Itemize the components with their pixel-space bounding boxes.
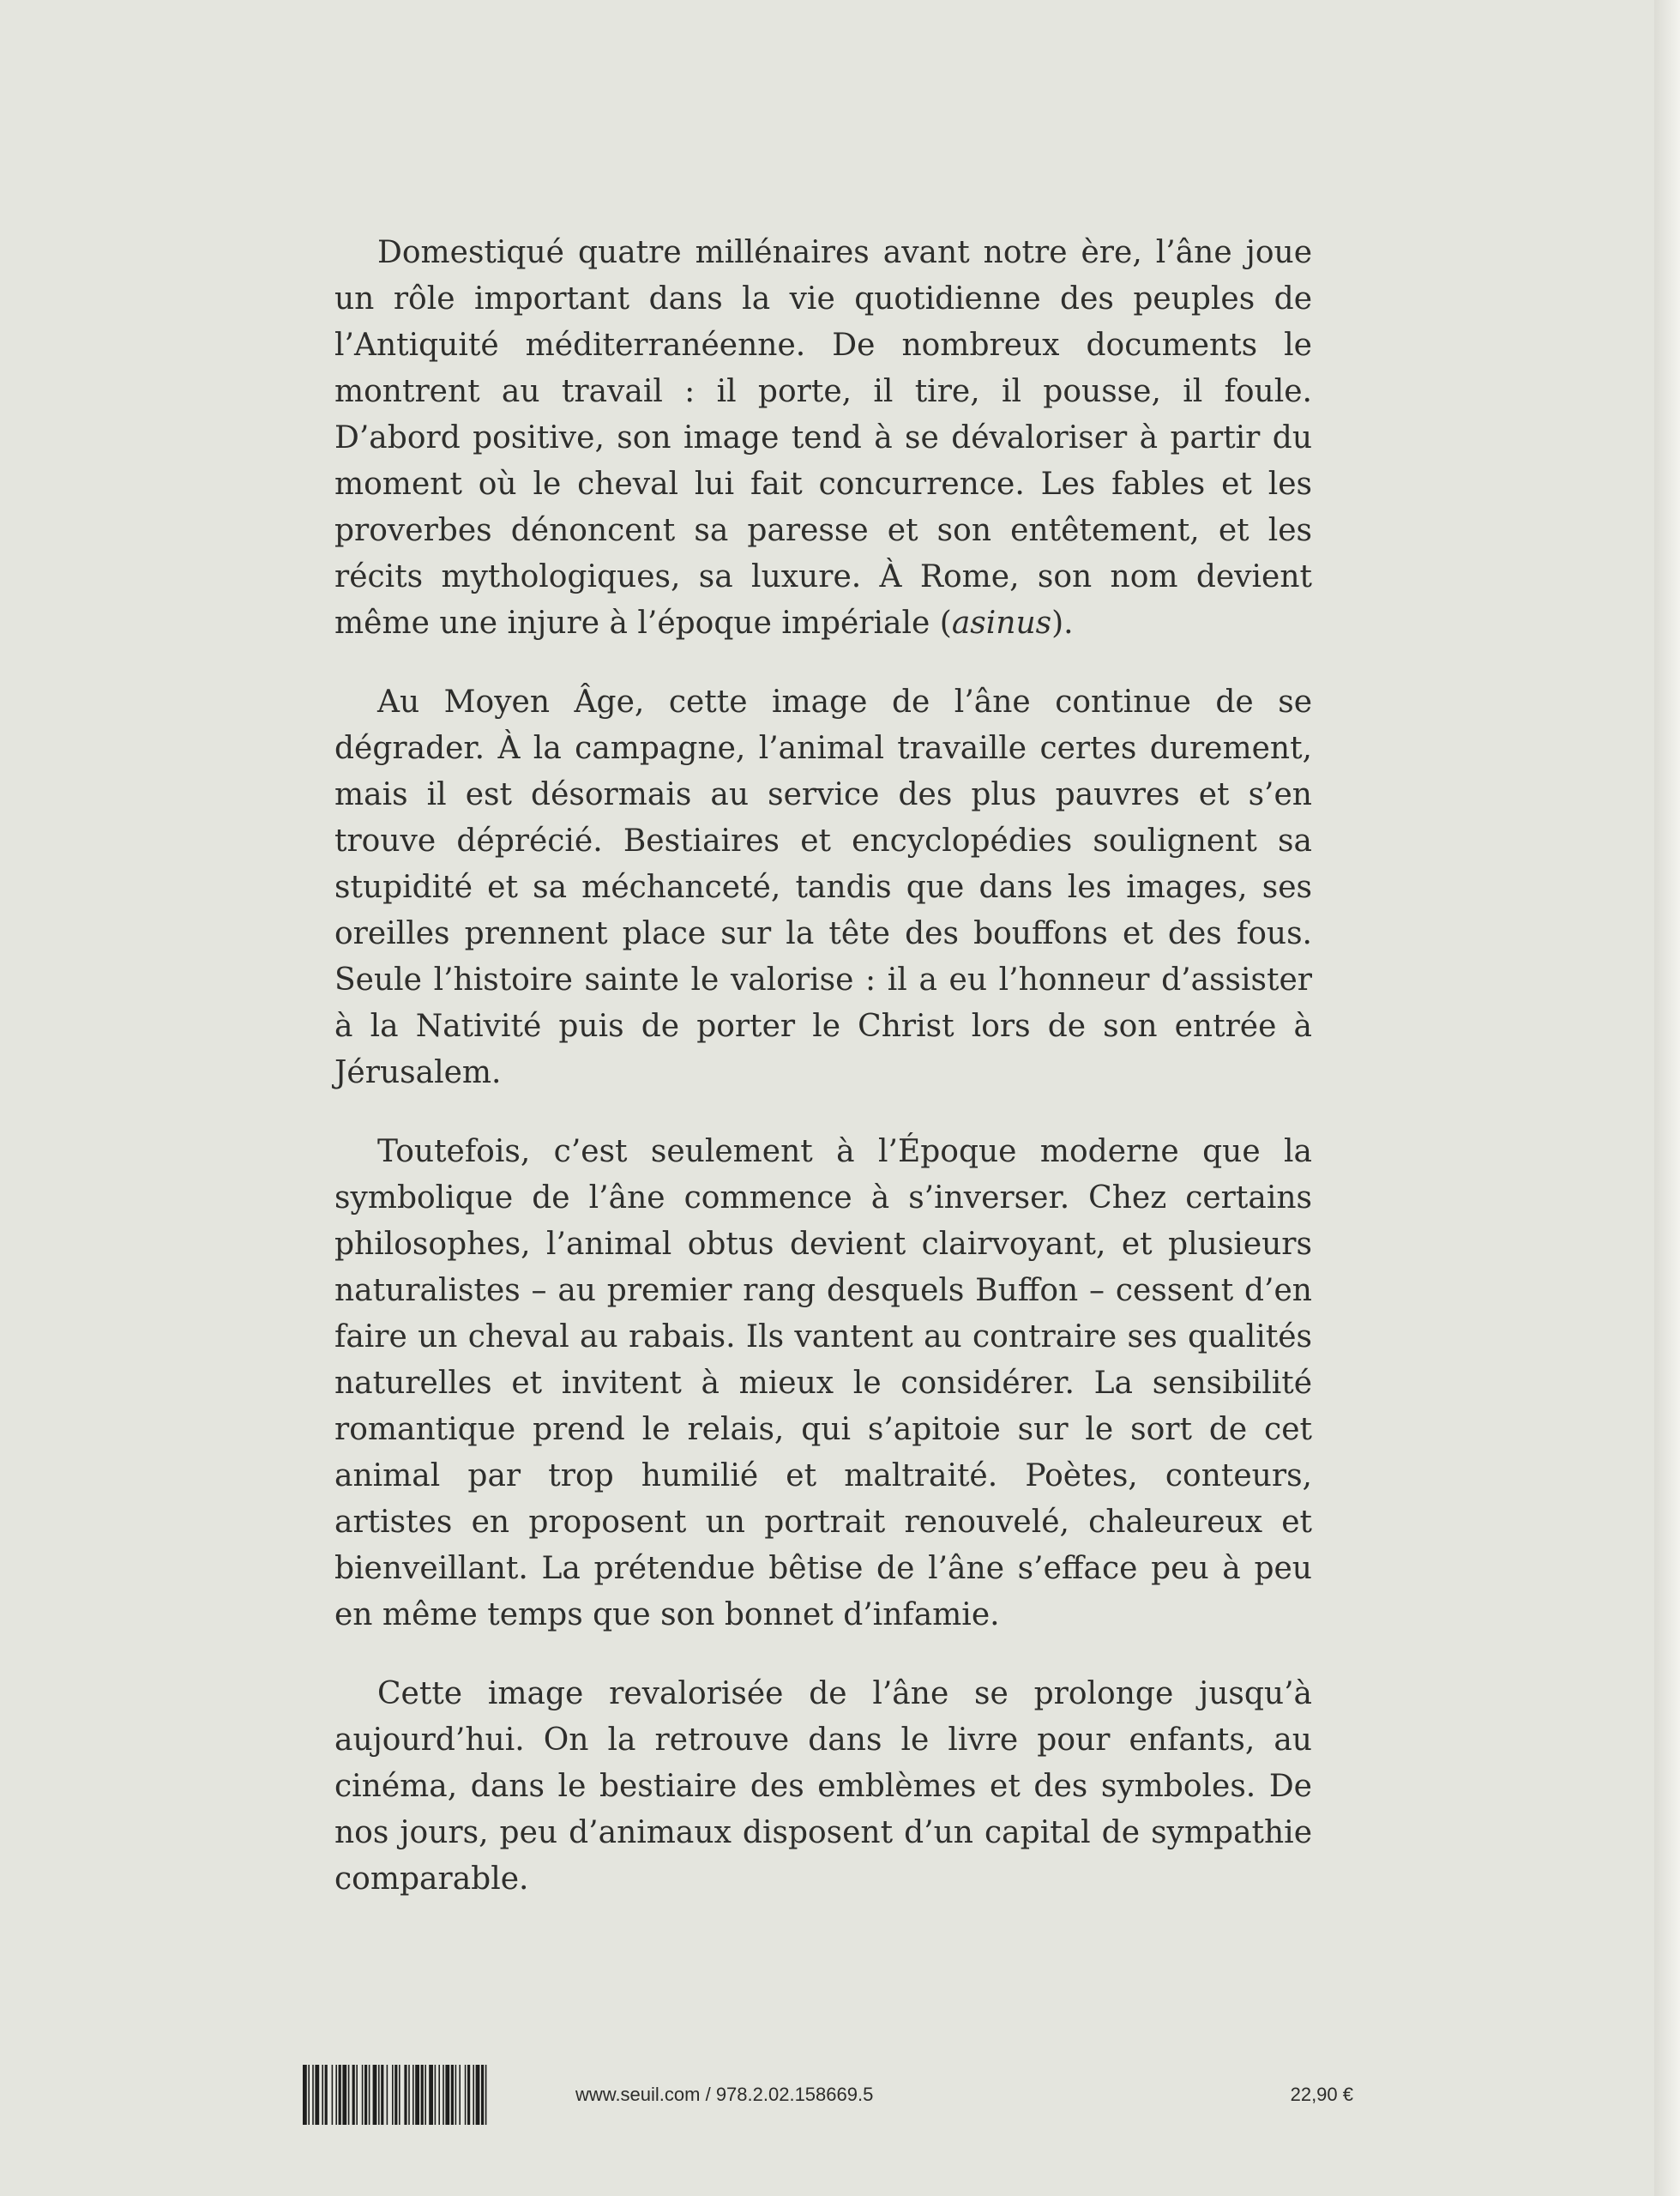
paragraph-1-text: Domestiqué quatre millénaires avant notre ère, l’âne joue un rôle important dans la vie quotidienne des peuples de l’Antiquité méditerranéenne. De nombreux documents le montrent au travail : il porte, il tire, il pousse, il foule. D’abord positive, son image tend à se dévaloriser à partir du moment où le cheval lui fait concurrence. Les fables et les proverbes dénoncent sa paresse et son entêtement, et les récits mythologiques, sa luxure. À Rome, son nom devient même une injure à l’époque impériale ( [334,235,1312,641]
cover-footer [303,2065,1353,2125]
blurb-paragraph: Cette image revalorisée de l’âne se prolonge jusqu’à aujourd’hui. On la retrouve dans le livre pour enfants, au cinéma, dans le bestiaire des emblèmes et des symboles. De nos jours, peu d’animaux disposent d’un capital de sympathie comparable. [334,1676,1312,1897]
publisher-isbn: www.seuil.com / 978.2.02.158669.5 [575,2084,874,2105]
blurb-paragraph: Au Moyen Âge, cette image de l’âne continue de se dégrader. À la campagne, l’animal travaille certes durement, mais il est désormais au service des plus pauvres et s’en trouve déprécié. Bestiaires et encyclopédies soulignent sa stupidité et sa méchanceté, tandis que dans les images, ses oreilles prennent place sur la tête des bouffons et des fous. Seule l’histoire sainte le valorise : il a eu l’honneur d’assister à la Nativité puis de porter le Christ lors de son entrée à Jérusalem. [334,685,1312,1090]
cover-edge [1654,0,1680,2196]
latin-term: asinus [951,606,1052,641]
price-label: 22,90 € [1290,2084,1353,2105]
blurb-text [334,230,1312,1935]
paragraph-1-end: ). [1051,606,1074,641]
blurb-paragraph [334,230,1312,647]
barcode [303,2065,550,2125]
blurb-paragraph: Toutefois, c’est seulement à l’Époque moderne que la symbolique de l’âne commence à s’inverser. Chez certains philosophes, l’animal obtus devient clairvoyant, et plusieurs naturalistes – au premier rang desquels Buffon – cessent d’en faire un cheval au rabais. Ils vantent au contraire ses qualités naturelles et invitent à mieux le considérer. La sensibilité romantique prend le relais, qui s’apitoie sur le sort de cet animal par trop humilié et maltraité. Poètes, conteurs, artistes en proposent un portrait renouvelé, chaleureux et bienveillant. La prétendue bêtise de l’âne s’efface peu à peu en même temps que son bonnet d’infamie. [334,1134,1312,1632]
